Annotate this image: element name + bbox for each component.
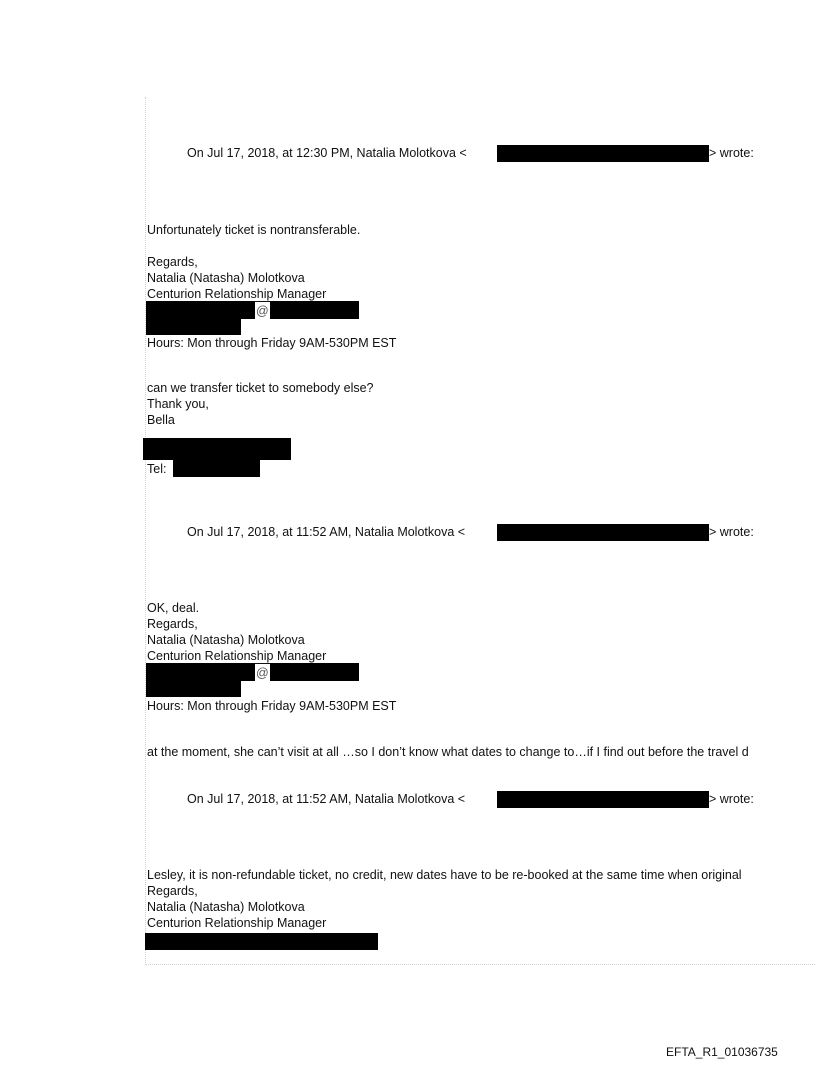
redacted-email-user-2 <box>146 663 255 681</box>
redacted-email-domain-2 <box>270 663 359 681</box>
quote-header-2-prefix: On Jul 17, 2018, at 11:52 AM, Natalia Molotkova < <box>187 525 466 539</box>
signature-1-regards: Regards, <box>147 255 198 269</box>
reply-1-text: Unfortunately ticket is nontransferable. <box>147 223 361 237</box>
signature-2-name: Natalia (Natasha) Molotkova <box>147 633 305 647</box>
signature-1-hours: Hours: Mon through Friday 9AM-530PM EST <box>147 336 397 350</box>
redacted-phone-1 <box>146 319 241 335</box>
redacted-email-user-1 <box>146 301 255 319</box>
tel-label: Tel: <box>147 462 167 476</box>
quote-header-2-suffix: > wrote: <box>709 525 754 539</box>
redacted-email-3 <box>497 791 709 808</box>
signature-2-hours: Hours: Mon through Friday 9AM-530PM EST <box>147 699 397 713</box>
quote-header-1-prefix: On Jul 17, 2018, at 12:30 PM, Natalia Molotkova < <box>187 146 467 160</box>
redacted-tel <box>173 460 260 477</box>
sender-name: Bella <box>147 413 175 427</box>
signature-1-title: Centurion Relationship Manager <box>147 287 327 301</box>
signature-1-at: @ <box>256 304 269 318</box>
redacted-email-1 <box>497 145 709 162</box>
signature-2-at: @ <box>256 666 269 680</box>
redacted-signature-3 <box>145 933 378 950</box>
quote-header-1-suffix: > wrote: <box>709 146 754 160</box>
signature-2-title: Centurion Relationship Manager <box>147 649 327 663</box>
question-text: can we transfer ticket to somebody else? <box>147 381 374 395</box>
message-3-text: at the moment, she can’t visit at all …so I don’t know what dates to change to…if I find out before the travel d <box>147 745 749 759</box>
quote-header-3-prefix: On Jul 17, 2018, at 11:52 AM, Natalia Molotkova < <box>187 792 466 806</box>
redacted-phone-2 <box>146 681 241 697</box>
thanks-text: Thank you, <box>147 397 209 411</box>
document-id: EFTA_R1_01036735 <box>666 1045 778 1059</box>
reply-2-text: OK, deal. <box>147 601 200 615</box>
reply-3-text: Lesley, it is non-refundable ticket, no credit, new dates have to be re-booked at the same time when original <box>147 868 742 882</box>
redacted-email-domain-1 <box>270 301 359 319</box>
signature-2-regards: Regards, <box>147 617 198 631</box>
quote-header-3-suffix: > wrote: <box>709 792 754 806</box>
signature-3-title: Centurion Relationship Manager <box>147 916 327 930</box>
signature-3-regards: Regards, <box>147 884 198 898</box>
redacted-email-2 <box>497 524 709 541</box>
redacted-sender-block <box>143 438 291 460</box>
signature-1-name: Natalia (Natasha) Molotkova <box>147 271 305 285</box>
signature-3-name: Natalia (Natasha) Molotkova <box>147 900 305 914</box>
